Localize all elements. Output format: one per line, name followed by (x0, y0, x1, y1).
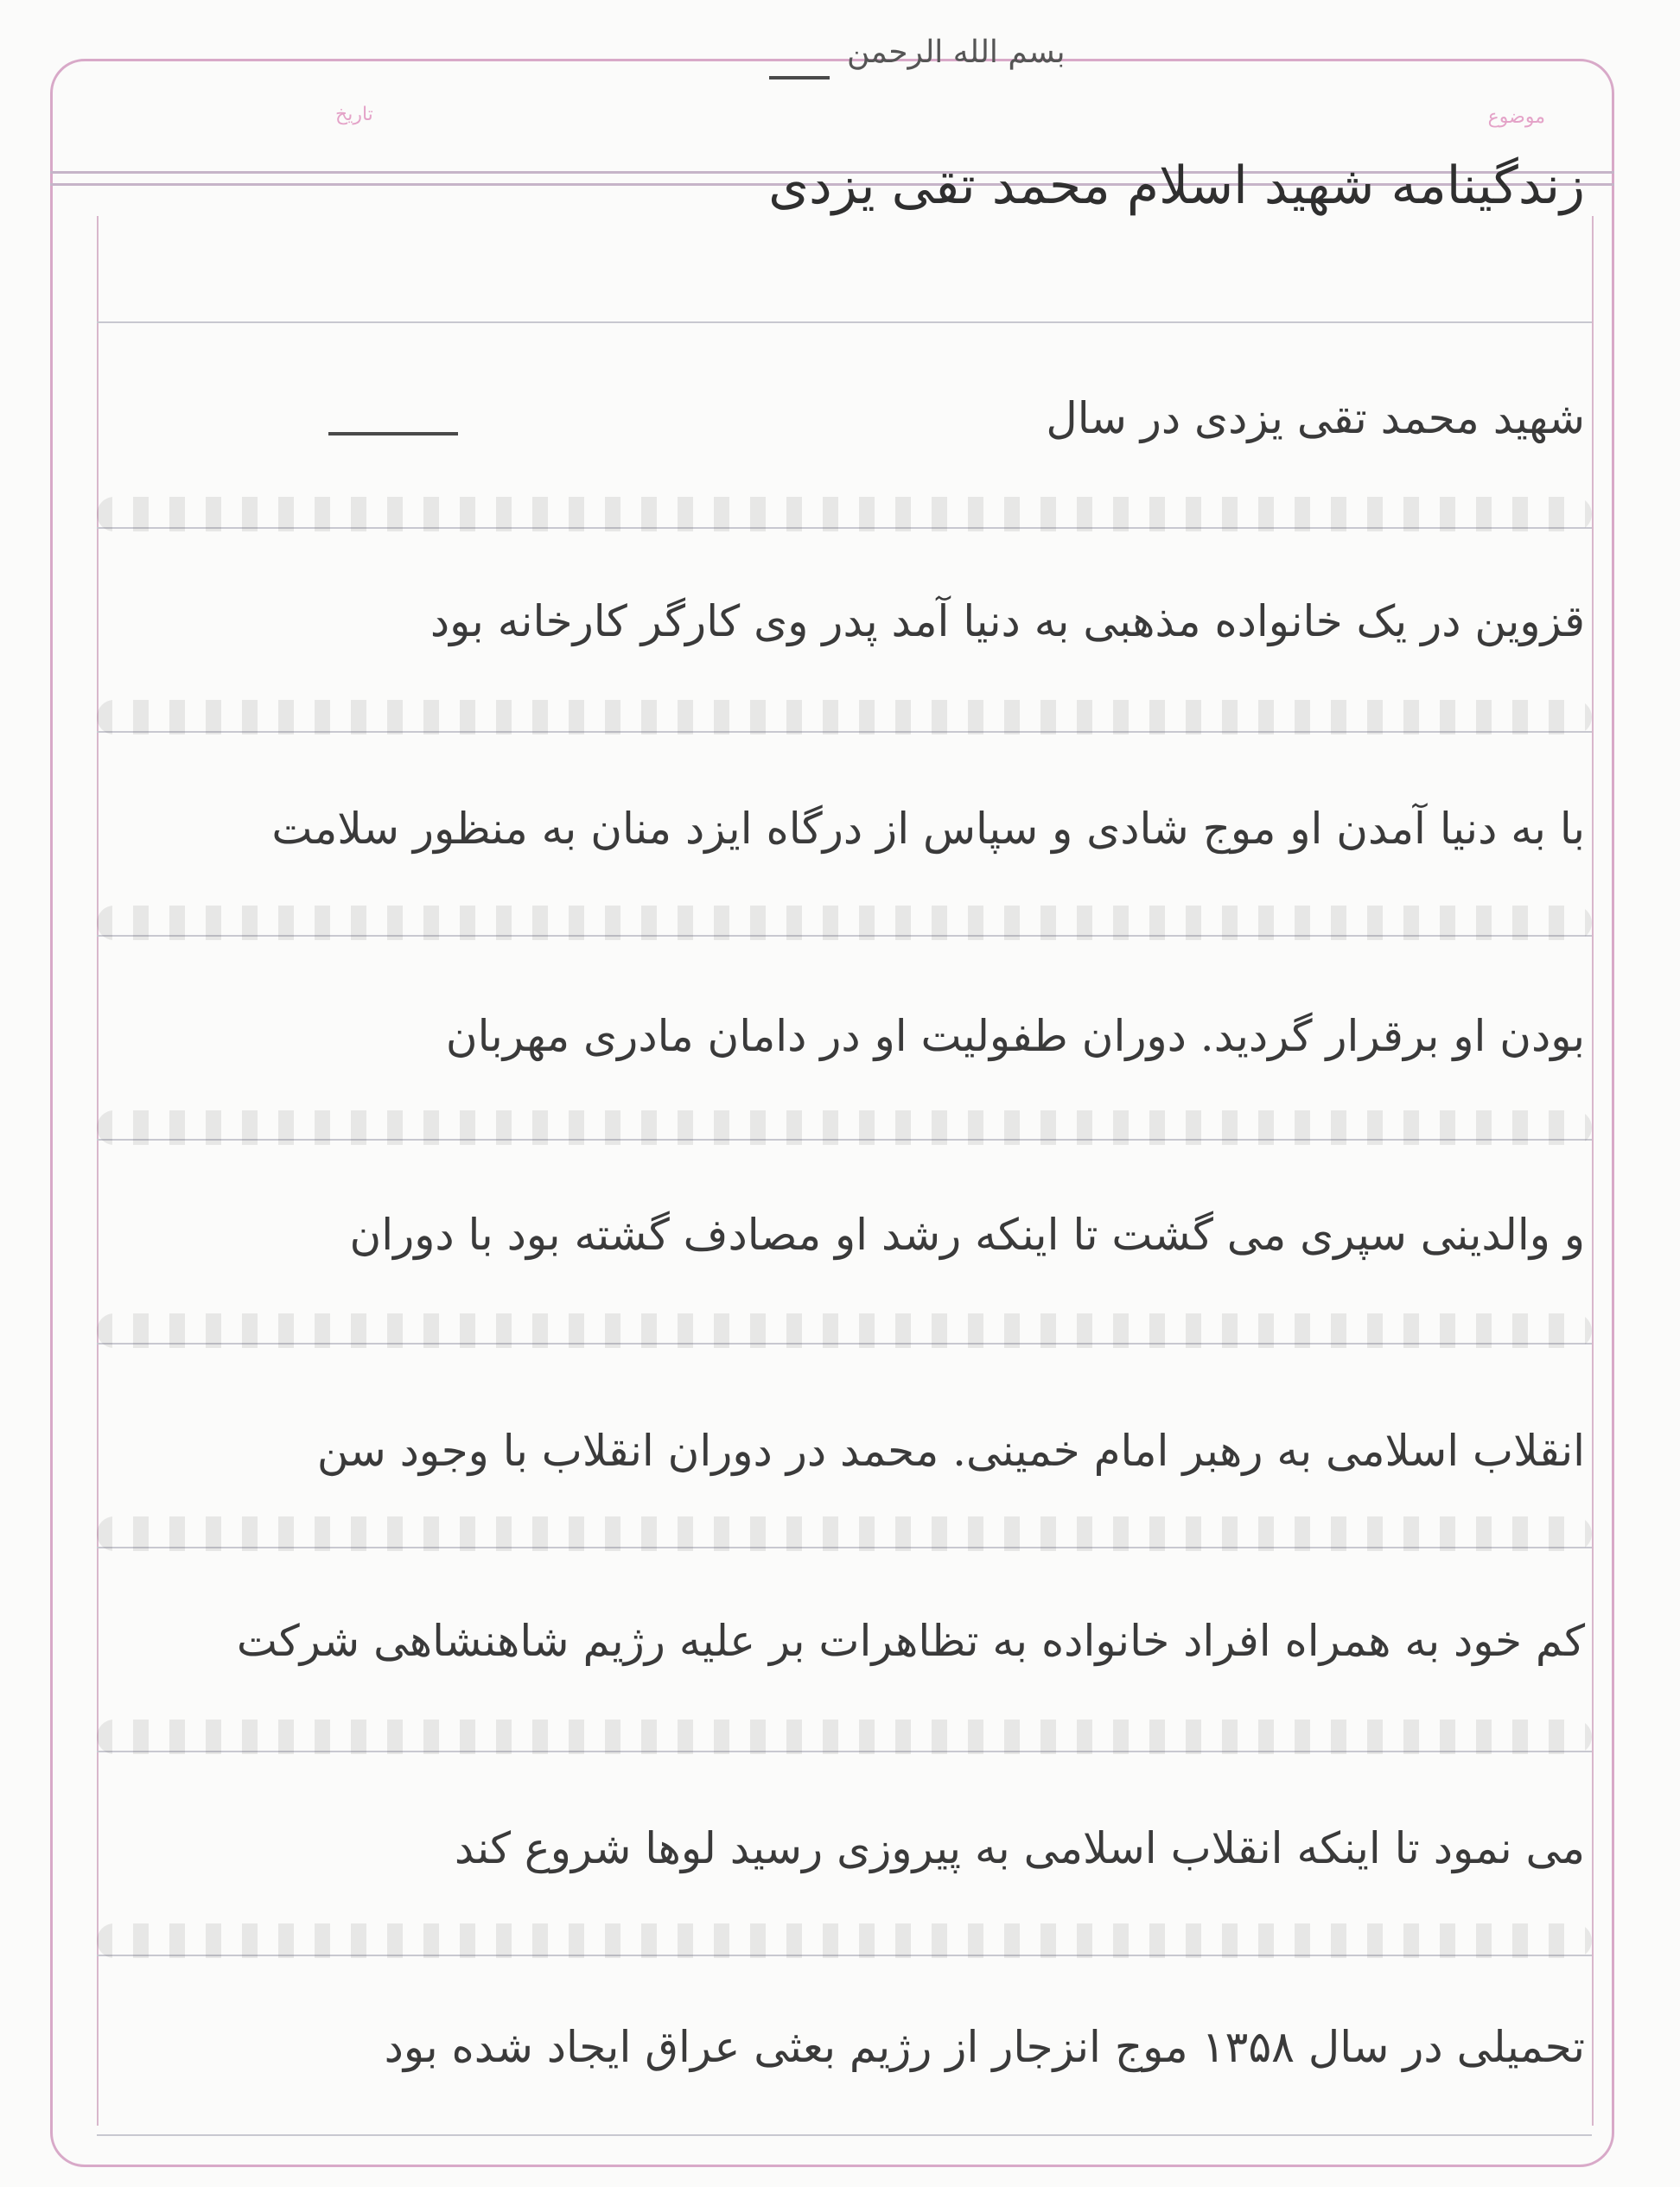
subject-label: موضوع (1487, 106, 1545, 128)
byline-dash (328, 432, 458, 435)
body-line-6: کم خود به همراه افراد خانواده به تظاهرات بر علیه رژیم شاهنشاهی شرکت (236, 1616, 1585, 1666)
body-line-8: تحمیلی در سال ۱۳۵۸ موج انزجار از رژیم بعثی عراق ایجاد شده بود (384, 2022, 1585, 2072)
body-line-2: با به دنیا آمدن او موج شادی و سپاس از درگاه ایزد منان به منظور سلامت (271, 804, 1585, 854)
body-line-1: قزوین در یک خانواده مذهبی به دنیا آمد پدر وی کارگر کارخانه بود (430, 596, 1585, 646)
left-margin-line (97, 216, 99, 2126)
right-margin-line (1592, 216, 1594, 2126)
body-line-7: می نمود تا اینکه انقلاب اسلامی به پیروزی رسید لوها شروع کند (454, 1823, 1585, 1873)
date-label: تاریخ (335, 104, 373, 125)
bleed-through-text (97, 1516, 1592, 1551)
body-line-3: بودن او برقرار گردید. دوران طفولیت او در دامان مادری مهربان (445, 1011, 1585, 1061)
bleed-through-text (97, 700, 1592, 734)
bleed-through-text (97, 1110, 1592, 1145)
bleed-through-text (97, 497, 1592, 531)
body-line-5: انقلاب اسلامی به رهبر امام خمینی. محمد در دوران انقلاب با وجود سن (316, 1426, 1585, 1476)
basmala-heading: بسم الله الرحمن (847, 35, 1066, 70)
byline: شهید محمد تقی یزدی در سال (1046, 393, 1585, 443)
body-line-4: و والدینی سپری می گشت تا اینکه رشد او مصادف گشته بود با دوران (349, 1210, 1585, 1260)
ruled-line (97, 2134, 1592, 2136)
bleed-through-text (97, 1923, 1592, 1958)
bleed-through-text (97, 906, 1592, 940)
ruled-line (97, 321, 1592, 323)
bleed-through-text (97, 1720, 1592, 1754)
bleed-through-text (97, 1313, 1592, 1348)
page-title: زندگینامه شهید اسلام محمد تقی یزدی (768, 156, 1585, 216)
